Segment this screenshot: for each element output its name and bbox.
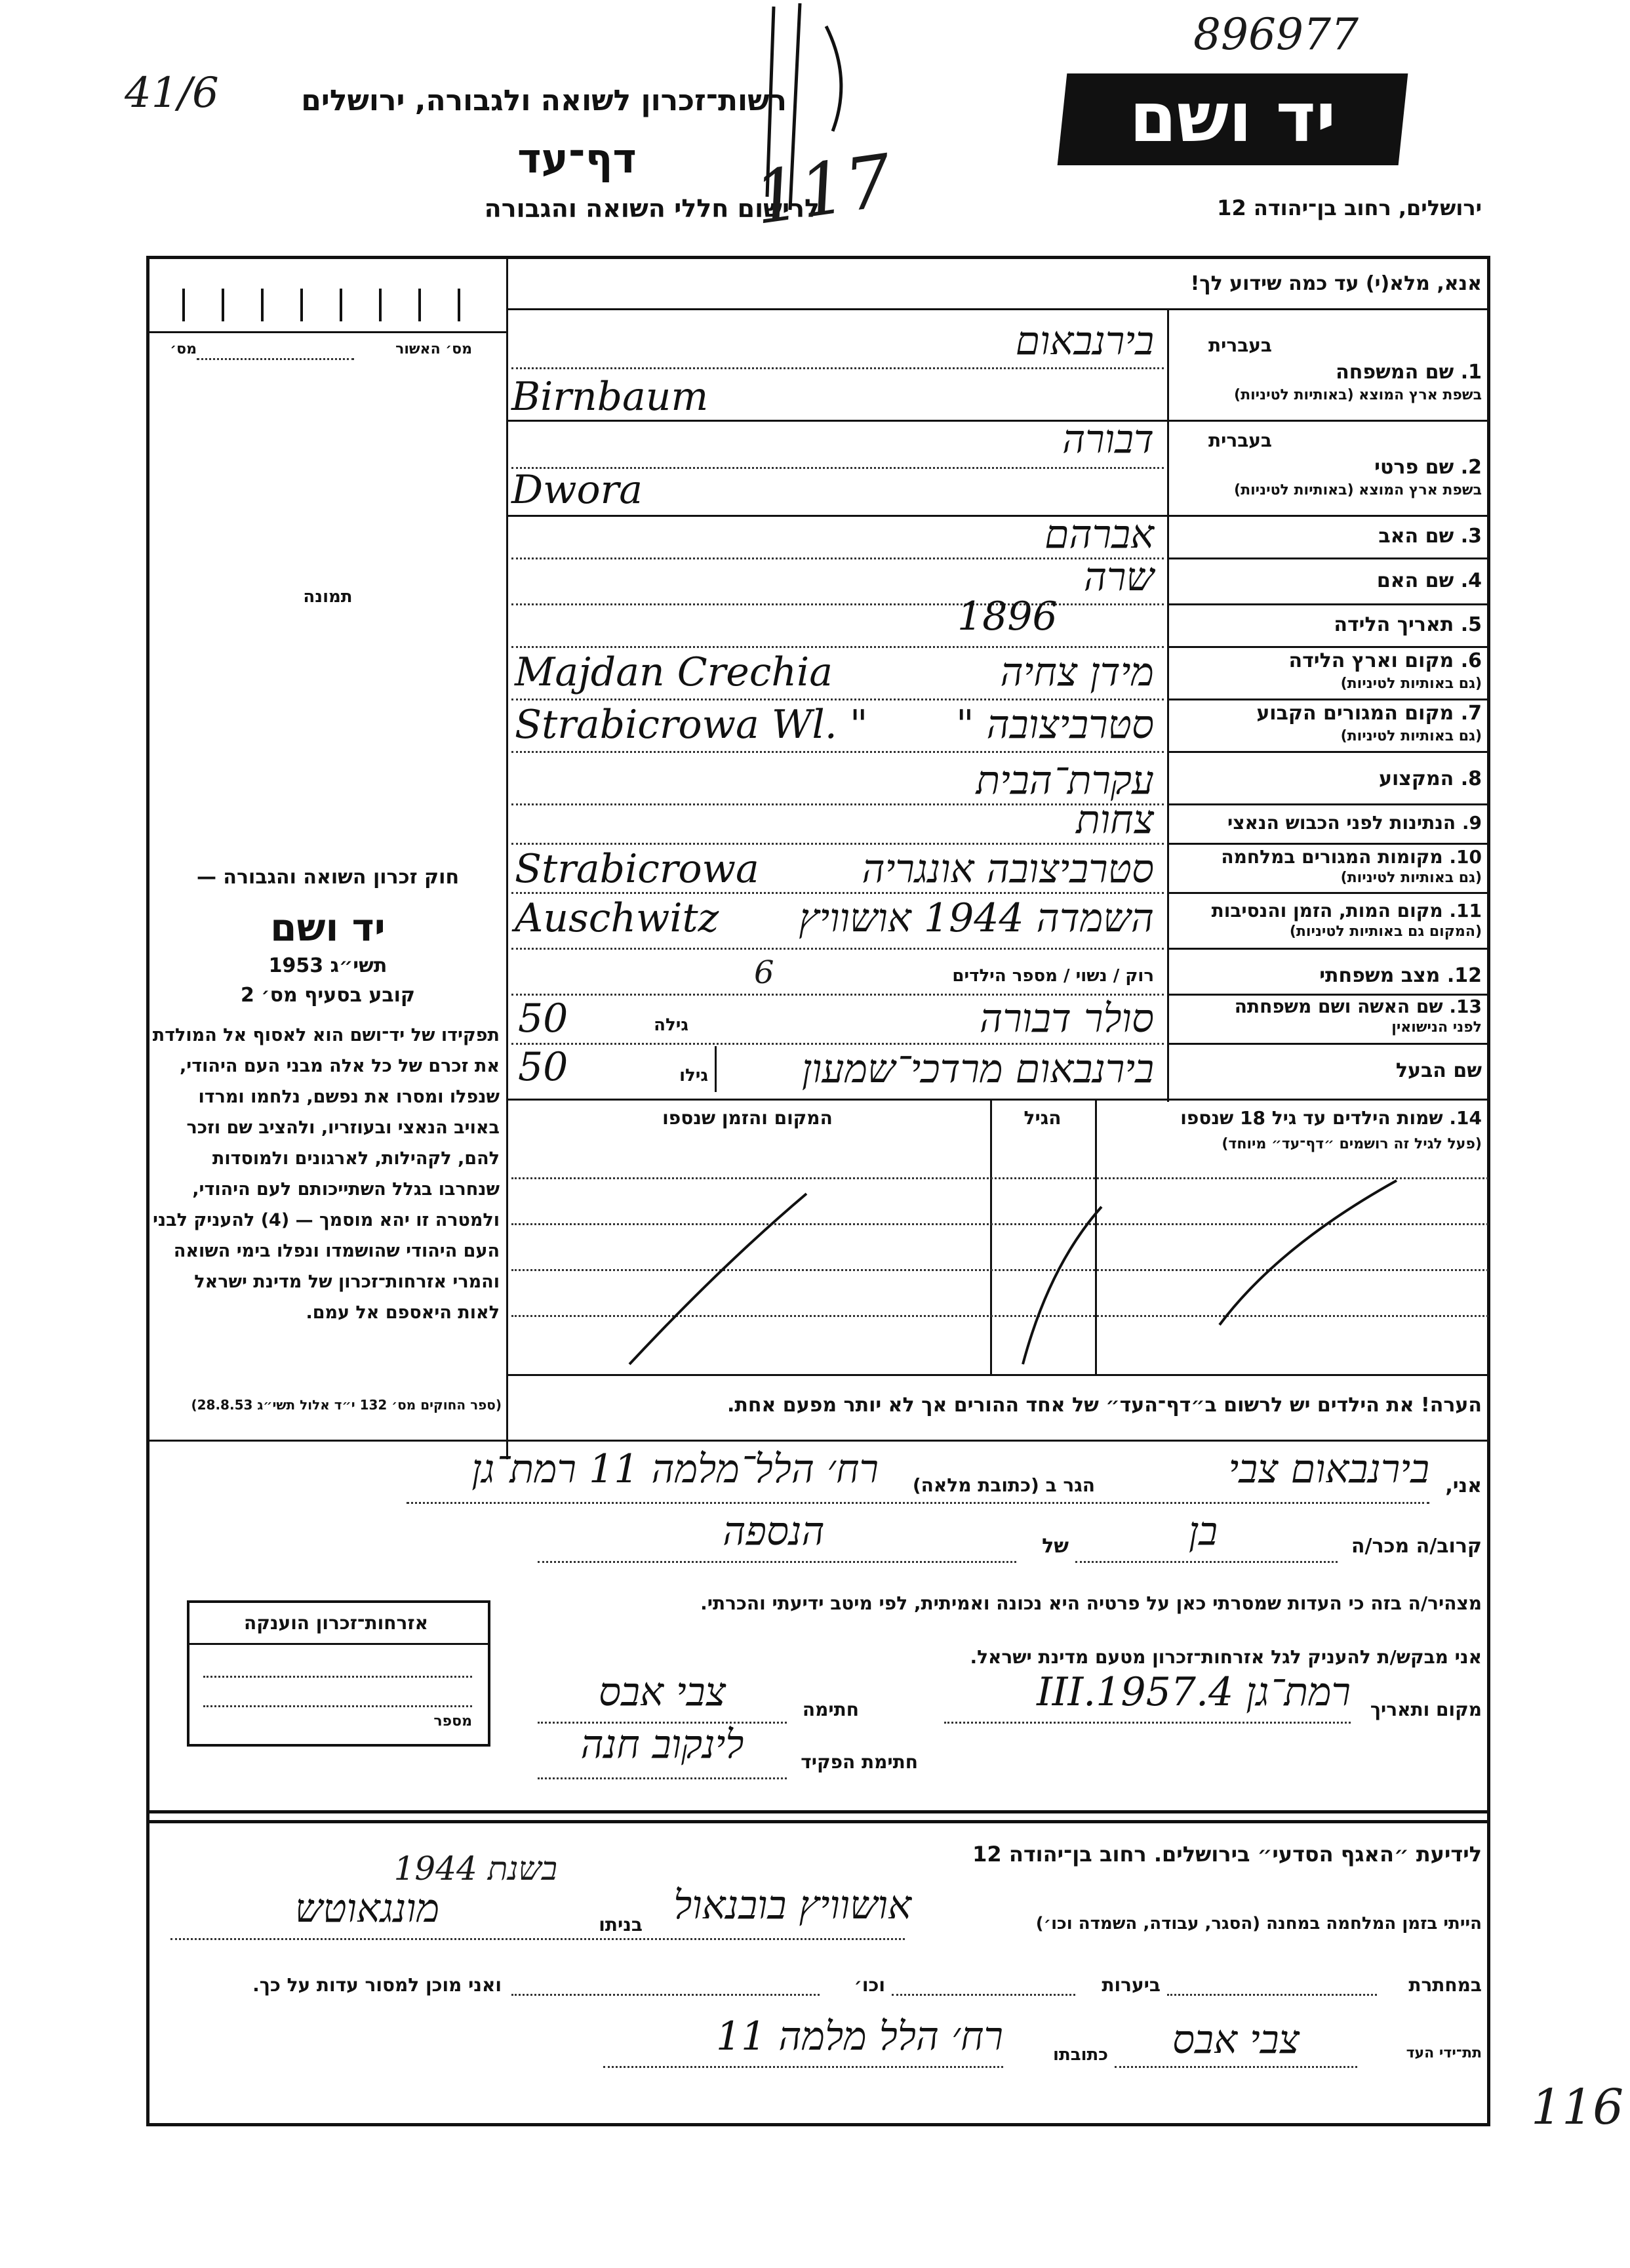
tick-marks [170, 282, 485, 328]
field-5-value: 1896 [957, 594, 1058, 639]
field-6-label [1174, 649, 1482, 672]
field-8-label [1174, 767, 1482, 790]
field-3-value: אברהם [1044, 512, 1154, 557]
logo-text: יד ושם [1129, 77, 1336, 157]
children-col-place: המקום והזמן שנספו [662, 1107, 833, 1129]
official-label: חתימת הפקיד [801, 1751, 918, 1773]
request-text: אני מבקש/ת להעניק לגל אזרחות־זכרון מטעם מדינת ישראל. [970, 1646, 1482, 1668]
field-11-name: מקום המות, הזמן והנסיבות [1211, 900, 1443, 921]
relation-label: קרוב/ה מכר/ה [1351, 1535, 1482, 1558]
addr-label: כתובתו [1053, 2045, 1108, 2065]
bottom-title: לידיעת ״האגף הסדעי״ בירושלים. רחוב בן־יהודה 12 [972, 1842, 1482, 1867]
field-7-label [1174, 702, 1482, 725]
authority-line: רשות־זכרון לשואה ולגבורה, ירושלים [301, 84, 787, 117]
field-9-name: הנתינות לפני הכבוש הנאצי [1227, 812, 1456, 834]
ready-text: ואני מוכן למסור עדות על כך. [252, 1974, 502, 1996]
witness-address: רח׳ הלל־מלמה 11 רמת־גן [471, 1446, 879, 1492]
field-11-sub: (המקום גם באותיות לטיניות) [1289, 923, 1482, 940]
witness-address-label: הגר ב (כתובת מלאה) [912, 1474, 1095, 1496]
field-10-sub: (גם באותיות לטיניות) [1340, 870, 1482, 886]
field-10-name: מקומות המגורים במלחמה [1221, 846, 1443, 868]
field-6-name: מקום וארץ הלידה [1288, 649, 1454, 672]
field-13-sub: לפני הנישואין [1391, 1019, 1482, 1036]
field-9-num: 9. [1461, 812, 1482, 834]
of-value: הנספה [723, 1509, 825, 1554]
form-subtitle: לרישום חללי השואה והגבורה [484, 194, 820, 223]
husband-age-label: גילו [679, 1066, 708, 1085]
field-2-name: שם פרטי [1374, 456, 1454, 479]
addr-value: רח׳ הלל מלמה 11 [715, 2014, 1003, 2059]
scribble-lines [754, 0, 892, 236]
field-12-name: מצב משפחתי [1319, 964, 1441, 987]
field-5-num: 5. [1460, 613, 1482, 636]
field-1-label [1174, 361, 1482, 384]
hiding-label: במחתרת [1408, 1974, 1482, 1996]
field-2-sub: בשפת ארץ המוצא (באותיות לטיניות) [1234, 482, 1482, 498]
field-8-name: המקצוע [1378, 767, 1454, 790]
children-sub: (פעל לגיל זה רושמים ״דף־עד״ מיוחד) [1222, 1136, 1482, 1152]
hebrew-tag-1: בעברית [1208, 334, 1272, 356]
field-11-value-lat: Auschwitz [515, 895, 719, 941]
page-number: 116 [1531, 2079, 1624, 2136]
hebrew-tag-2: בעברית [1208, 430, 1272, 451]
place-date-value: רמת־גן 4.III.1957 [1037, 1669, 1351, 1715]
citizenship-number-label: מספר [433, 1713, 472, 1730]
field-9-value: צחות [1076, 797, 1154, 843]
field-4-name: שם האם [1376, 569, 1454, 592]
field-1-num: 1. [1460, 361, 1482, 384]
field-3-num: 3. [1460, 525, 1482, 548]
field-12-label [1174, 964, 1482, 987]
form-title: דף־עד [517, 134, 637, 182]
field-11-value-he: השמדה 1944 אושוויץ [799, 895, 1154, 941]
law-line-3: תשי״ג 1953 [268, 954, 388, 977]
field-7-num: 7. [1460, 702, 1482, 725]
field-1-value-lat: Birnbaum [511, 374, 709, 420]
field-4-num: 4. [1460, 569, 1482, 592]
law-line-1: חוק זכרון השואה והגבורה — [196, 866, 460, 889]
husband-value: בירנבאום מרדכי־שמעון [801, 1046, 1154, 1092]
month-value: מונגאוטש [294, 1886, 440, 1932]
field-7-name: מקום המגורים הקבוע [1256, 702, 1454, 725]
field-10-label [1174, 846, 1482, 868]
field-4-value: שרה [1083, 554, 1154, 600]
field-10-value-lat: Strabicrowa [515, 846, 759, 892]
husband-age-value: 50 [518, 1044, 568, 1090]
forest-label: ביערות [1102, 1974, 1161, 1996]
camp-value: אושוויץ בובנאול [673, 1882, 911, 1928]
field-11-num: 11. [1449, 900, 1482, 921]
field-5-name: תאריך הלידה [1334, 613, 1454, 636]
witness-i-label: אני, [1445, 1474, 1482, 1497]
law-footnote: (ספר החוקים מס׳ 132 י״ד אלול תשי״ג 28.8.53) [191, 1397, 502, 1413]
witness-name: בירנבאום צבי [1228, 1446, 1429, 1492]
field-5-label [1174, 613, 1482, 636]
field-13-name: שם האשה ושם משפחתה [1234, 996, 1443, 1017]
law-line-2: יד ושם [270, 905, 386, 950]
signature-label: חתימה [802, 1699, 859, 1720]
period-value: בשנת 1944 [393, 1850, 557, 1888]
husband-label: שם הבעל [1395, 1059, 1482, 1082]
field-1-value-he: בירנבאום [1015, 318, 1154, 364]
field-4-label [1174, 569, 1482, 592]
field-1-sub: בשפת ארץ המוצא (באותיות לטיניות) [1234, 387, 1482, 403]
field-12-num: 12. [1446, 964, 1482, 987]
field-2-value-lat: Dwora [511, 467, 643, 513]
field-3-label [1174, 525, 1482, 548]
field-13-value: סולר דבורה [980, 996, 1154, 1042]
children-crossout [590, 1167, 1410, 1377]
approval-label: מס׳ האשור [395, 341, 472, 357]
field-6-sub: (גם באותיות לטיניות) [1340, 676, 1482, 692]
camp-line: הייתי בזמן המלחמה במחנה (הסגר, עבודה, השמדה וכו׳) [1035, 1914, 1482, 1934]
field-10-value-he: סטרביצובה אונגריה [862, 846, 1154, 892]
children-note: הערה! את הילדים יש לרשום ב״דף־העד״ של אחד ההורים אך לא יותר מפעם אחת. [727, 1394, 1482, 1417]
field-13-label [1174, 996, 1482, 1017]
children-label: 14. שמות הילדים עד גיל 18 שנספו [1180, 1107, 1482, 1129]
approval-num-label: מס׳ [170, 341, 197, 357]
field-8-value: עקרת־הבית [976, 758, 1154, 803]
children-col-age: הגיל [1024, 1107, 1062, 1129]
field-12-options: רוק / נשוי / מספר הילדים [952, 966, 1154, 986]
field-2-num: 2. [1460, 456, 1482, 479]
law-line-4: קובע בסעיף מס׳ 2 [240, 984, 416, 1007]
law-body: תפקידו של יד־ושם הוא לאסוף אל המולדת את זכרם של כל אלה מבני העם היהודי, שנפלו ומסרו את נפשם, נלחמו ומרדו באויב הנאצי ובעוזריו, ולהציב שם וזכר להם, לקהילות, לארגונים ולמוסדות שנחרבו בגלל השתייכותם לעם היהודי, ולמטרה זו יהא מוסמך — (4) להעניק לבני העם היהודי שהושמדו ונפלו בימי השואה והמרי אזרחות־זכרון של מדינת ישראל לאות היאספם אל עמם. [152, 1025, 500, 1323]
relation-value: בן [1188, 1509, 1218, 1554]
signature-value: צבי אבס [598, 1669, 726, 1715]
of-label: של [1042, 1535, 1069, 1558]
photo-label: תמונה [303, 587, 353, 607]
margin-number: 41/6 [125, 69, 219, 117]
field-2-value-he: דבורה [1062, 416, 1154, 462]
intro-text: אנא, מלא(י) עד כמה שידוע לך! [1190, 272, 1482, 295]
field-1-name: שם המשפחה [1336, 361, 1454, 384]
field-13-age-value: 50 [518, 996, 568, 1042]
citizenship-title: אזרחות־זכרון הוענקה [244, 1612, 428, 1634]
field-13-age-label: גילה [654, 1015, 688, 1035]
field-7-sub: (גם באותיות לטיניות) [1340, 728, 1482, 744]
period-label: בניתו [599, 1914, 643, 1935]
field-7-value-lat: Strabicrowa Wl. " [515, 702, 868, 748]
archive-number: 896977 [1193, 9, 1359, 60]
field-10-num: 10. [1449, 846, 1482, 868]
place-date-label: מקום ותאריך [1370, 1699, 1482, 1720]
left-column-divider [506, 256, 508, 1459]
address-line: ירושלים, רחוב בן־יהודה 12 [1217, 195, 1482, 220]
field-7-value-he: סטרביצובה " [955, 702, 1154, 748]
field-3-name: שם האב [1378, 525, 1454, 548]
field-11-label [1174, 900, 1482, 921]
field-2-label [1174, 456, 1482, 479]
etc-label: וכו׳ [854, 1974, 885, 1996]
witness-sig-label: תת־ידי העד [1406, 2045, 1482, 2061]
field-12-value: 6 [754, 954, 774, 991]
field-6-num: 6. [1460, 649, 1482, 672]
file-annotation: 117 [749, 138, 897, 241]
field-6-value-lat: Majdan Crechia [515, 649, 833, 695]
field-6-value-he: מידן צחיה [1000, 649, 1154, 695]
field-9-label [1174, 812, 1482, 834]
left-col-top-line [146, 331, 506, 333]
field-8-num: 8. [1460, 767, 1482, 790]
witness-sig-value: צבי אבס [1172, 2017, 1300, 2063]
official-signature: לינקוב חנה [580, 1722, 744, 1768]
declaration-text: מצהיר/ה בזה כי העדות שמסרתי כאן על פרטיה היא נכונה ואמיתית, לפי מיטב ידיעתי והכרתי. [700, 1592, 1482, 1614]
field-13-num: 13. [1449, 996, 1482, 1017]
